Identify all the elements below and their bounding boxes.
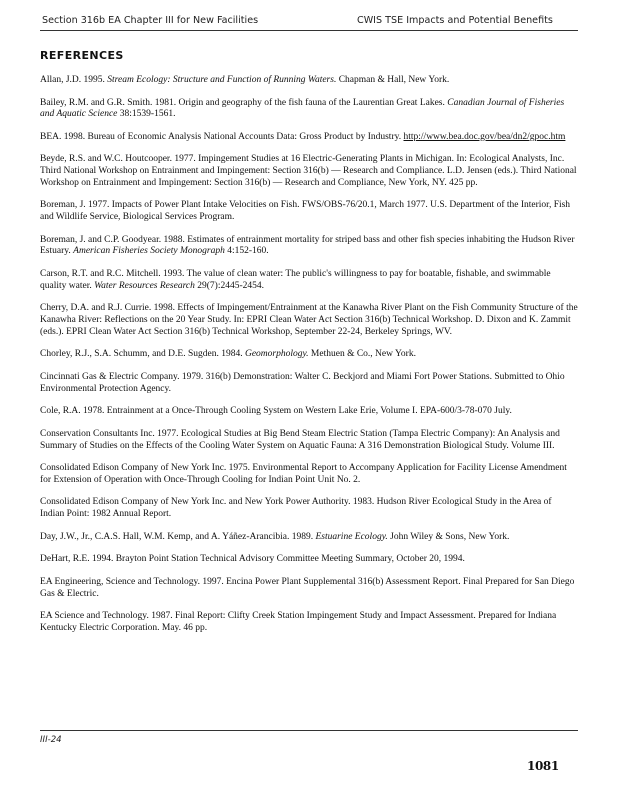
reference-link[interactable]: http://www.bea.doc.gov/bea/dn2/gpoc.htm [403, 131, 566, 142]
reference-text: Day, J.W., Jr., C.A.S. Hall, W.M. Kemp, and A. Yáñez-Arancibia. 1989. [40, 531, 316, 542]
reference-text-tail: 38:1539-1561. [117, 109, 176, 120]
reference-text: Consolidated Edison Company of New York Inc. and New York Power Authority. 1983. Hudson River Ecological Study in the Area of Indian Point: 1982 Annual Report. [40, 497, 552, 520]
reference-entry [40, 303, 578, 338]
reference-text-tail: Chapman & Hall, New York. [336, 75, 450, 85]
reference-entry [40, 269, 578, 292]
reference-entry [40, 372, 578, 395]
reference-entry [40, 349, 578, 361]
reference-text-tail: John Wiley & Sons, New York. [387, 531, 510, 542]
reference-entry [40, 611, 578, 634]
reference-entry [40, 406, 578, 418]
reference-text: Beyde, R.S. and W.C. Houtcooper. 1977. Impingement Studies at 16 Electric-Generating Plants in Michigan. In: Ecological Analysts, Inc. Third National Workshop on Entrainment and Impingement: Section 316(b) — Research and Compliance. L.D. Jensen (eds.). Third National Workshop on Entrainment and Impingement: Section 316(b) — Research and Compliance, New York, NY. 425 pp. [40, 154, 577, 188]
reference-text: Boreman, J. and C.P. Goodyear. 1988. Estimates of entrainment mortality for striped bass and other fish species inhabiting the Hudson River Estuary. [40, 234, 575, 257]
reference-text: Cherry, D.A. and R.J. Currie. 1998. Effects of Impingement/Entrainment at the Kanawha River Plant on the Fish Community Structure of the Kanawha River: Reflections on the 20 Year Study. In: EPRI Clean Water Act Section 316(b) Technical Workshop. D. Dixon and K. Zammit (eds.). EPRI Clean Water Act Section 316(b) Technical Workshop, September 22-24, Berkeley Springs, WV. [40, 303, 578, 337]
reference-entry [40, 98, 578, 121]
page-number: III-24 [40, 735, 62, 745]
running-header-right: CWIS TSE Impacts and Potential Benefits [357, 15, 553, 26]
reference-text: Conservation Consultants Inc. 1977. Ecological Studies at Big Bend Steam Electric Station (Tampa Electric Company): An Analysis and Summary of Studies on the Effects of the Cooling Water System on Aquatic Fauna: A 316 Demonstration Biological Study. Volume III. [40, 428, 560, 451]
document-stamp-number: 1081 [527, 759, 559, 773]
reference-text-tail: 4:152-160. [224, 246, 269, 257]
reference-text: EA Science and Technology. 1987. Final Report: Clifty Creek Station Impingement Study and Impact Assessment. Prepared for Indiana Kentucky Electric Corporation. May. 46 pp. [40, 611, 557, 633]
reference-list [40, 75, 578, 646]
reference-text: Cole, R.A. 1978. Entrainment at a Once-Through Cooling System on Western Lake Erie, Volume I. EPA-600/3-78-070 July. [40, 406, 512, 417]
header-divider [40, 30, 578, 31]
reference-title-italic: Geomorphology. [244, 349, 309, 360]
reference-text: Boreman, J. 1977. Impacts of Power Plant Intake Velocities on Fish. FWS/OBS-76/20.1, March 1977. U.S. Department of the Interior, Fish and Wildlife Service, Biological Services Program. [40, 200, 571, 223]
reference-text-tail: Methuen & Co., New York. [308, 349, 416, 360]
reference-title-italic: Stream Ecology: Structure and Function of Running Waters. [107, 75, 337, 85]
reference-text: Chorley, R.J., S.A. Schumm, and D.E. Sugden. 1984. [40, 349, 245, 360]
reference-entry [40, 75, 578, 87]
reference-entry [40, 554, 578, 566]
reference-entry [40, 463, 578, 486]
reference-title-italic: Estuarine Ecology. [315, 531, 388, 542]
reference-text-tail: 29(7):2445-2454. [194, 280, 265, 291]
reference-entry [40, 154, 578, 189]
reference-entry [40, 532, 578, 544]
reference-text: Bailey, R.M. and G.R. Smith. 1981. Origin and geography of the fish fauna of the Laurentian Great Lakes. [40, 97, 448, 108]
reference-title-italic: Canadian Journal of Fisheries and Aquatic Science [40, 97, 565, 120]
reference-entry [40, 577, 578, 600]
reference-text: Cincinnati Gas & Electric Company. 1979. 316(b) Demonstration: Walter C. Beckjord and Miami Fort Power Stations. Submitted to Ohio Environmental Protection Agency. [40, 371, 565, 394]
reference-text: Carson, R.T. and R.C. Mitchell. 1993. The value of clean water: The public's willingness to pay for boatable, fishable, and swimmable quality water. [40, 269, 551, 291]
reference-entry [40, 200, 578, 223]
reference-entry [40, 235, 578, 258]
reference-title-italic: American Fisheries Society Monograph [73, 246, 225, 257]
reference-entry [40, 497, 578, 520]
reference-text: BEA. 1998. Bureau of Economic Analysis National Accounts Data: Gross Product by Industry. [40, 131, 404, 142]
running-header-left: Section 316b EA Chapter III for New Facilities [42, 15, 259, 26]
reference-text: Consolidated Edison Company of New York Inc. 1975. Environmental Report to Accompany Application for Facility License Amendment for Extension of Operation with Once-Through Cooling for Indian Point Unit No. 2. [40, 463, 567, 485]
reference-entry [40, 429, 578, 452]
reference-entry [40, 132, 578, 144]
section-title: REFERENCES [40, 49, 124, 62]
footer-divider [40, 730, 578, 731]
reference-text: EA Engineering, Science and Technology. 1997. Encina Power Plant Supplemental 316(b) Assessment Report. Final Prepared for San Diego Gas & Electric. [40, 576, 575, 599]
reference-text: DeHart, R.E. 1994. Brayton Point Station Technical Advisory Committee Meeting Summary, October 20, 1994. [40, 554, 465, 565]
reference-title-italic: Water Resources Research [94, 280, 195, 291]
reference-text: Allan, J.D. 1995. [40, 75, 108, 85]
